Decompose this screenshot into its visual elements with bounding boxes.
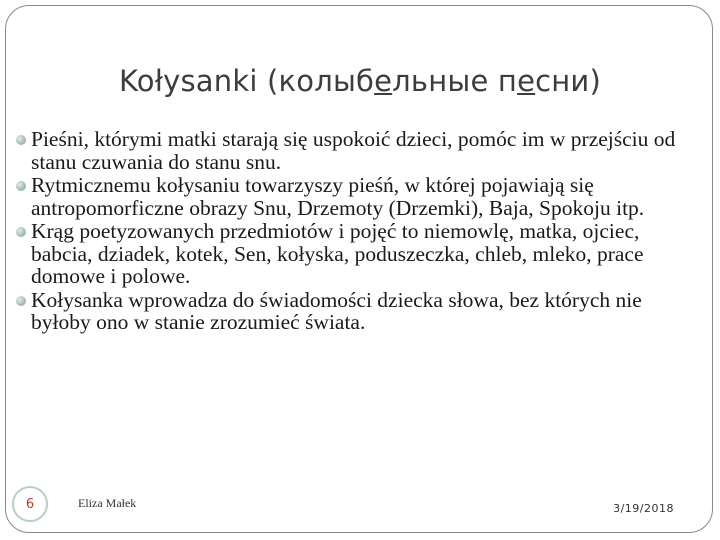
footer-date: 3/19/2018	[613, 502, 674, 515]
bullet-dot-icon	[16, 181, 26, 191]
bullet-item	[16, 128, 676, 173]
title-part: Kołysanki (колыб	[118, 64, 375, 98]
title-part: сни)	[535, 64, 601, 98]
slide-number: 6	[25, 496, 35, 512]
bullet-text: Krąg poetyzowanych przedmiotów i pojęć to niemowlę, matka, ojciec, babcia, dziadek, kotek, Sen, kołyska, poduszeczka, chleb, mleko, prace domowe i polowe.	[31, 219, 644, 288]
title-part-underlined: е	[374, 64, 393, 98]
title-part: льные п	[392, 64, 518, 98]
bullet-list	[16, 128, 676, 335]
bullet-text: Kołysanka wprowadza do świadomości dziecka słowa, bez których nie byłoby ono w stanie zrozumieć świata.	[31, 287, 642, 334]
slide-number-badge	[12, 486, 48, 522]
bullet-dot-icon	[16, 227, 26, 237]
bullet-dot-icon	[16, 135, 26, 145]
bullet-item	[16, 174, 676, 219]
bullet-text: Rytmicznemu kołysaniu towarzyszy pieśń, w której pojawiają się antropomorficzne obrazy Snu, Drzemoty (Drzemki), Baja, Spokoju itp.	[31, 173, 645, 220]
title-part-underlined: е	[517, 64, 536, 98]
slide-title	[0, 64, 720, 98]
bullet-dot-icon	[16, 296, 26, 306]
bullet-item	[16, 220, 676, 288]
bullet-item	[16, 289, 676, 334]
footer-author: Eliza Małek	[78, 496, 137, 510]
bullet-text: Pieśni, którymi matki starają się uspokoić dzieci, pomóc im w przejściu od stanu czuwania do stanu snu.	[31, 127, 676, 174]
